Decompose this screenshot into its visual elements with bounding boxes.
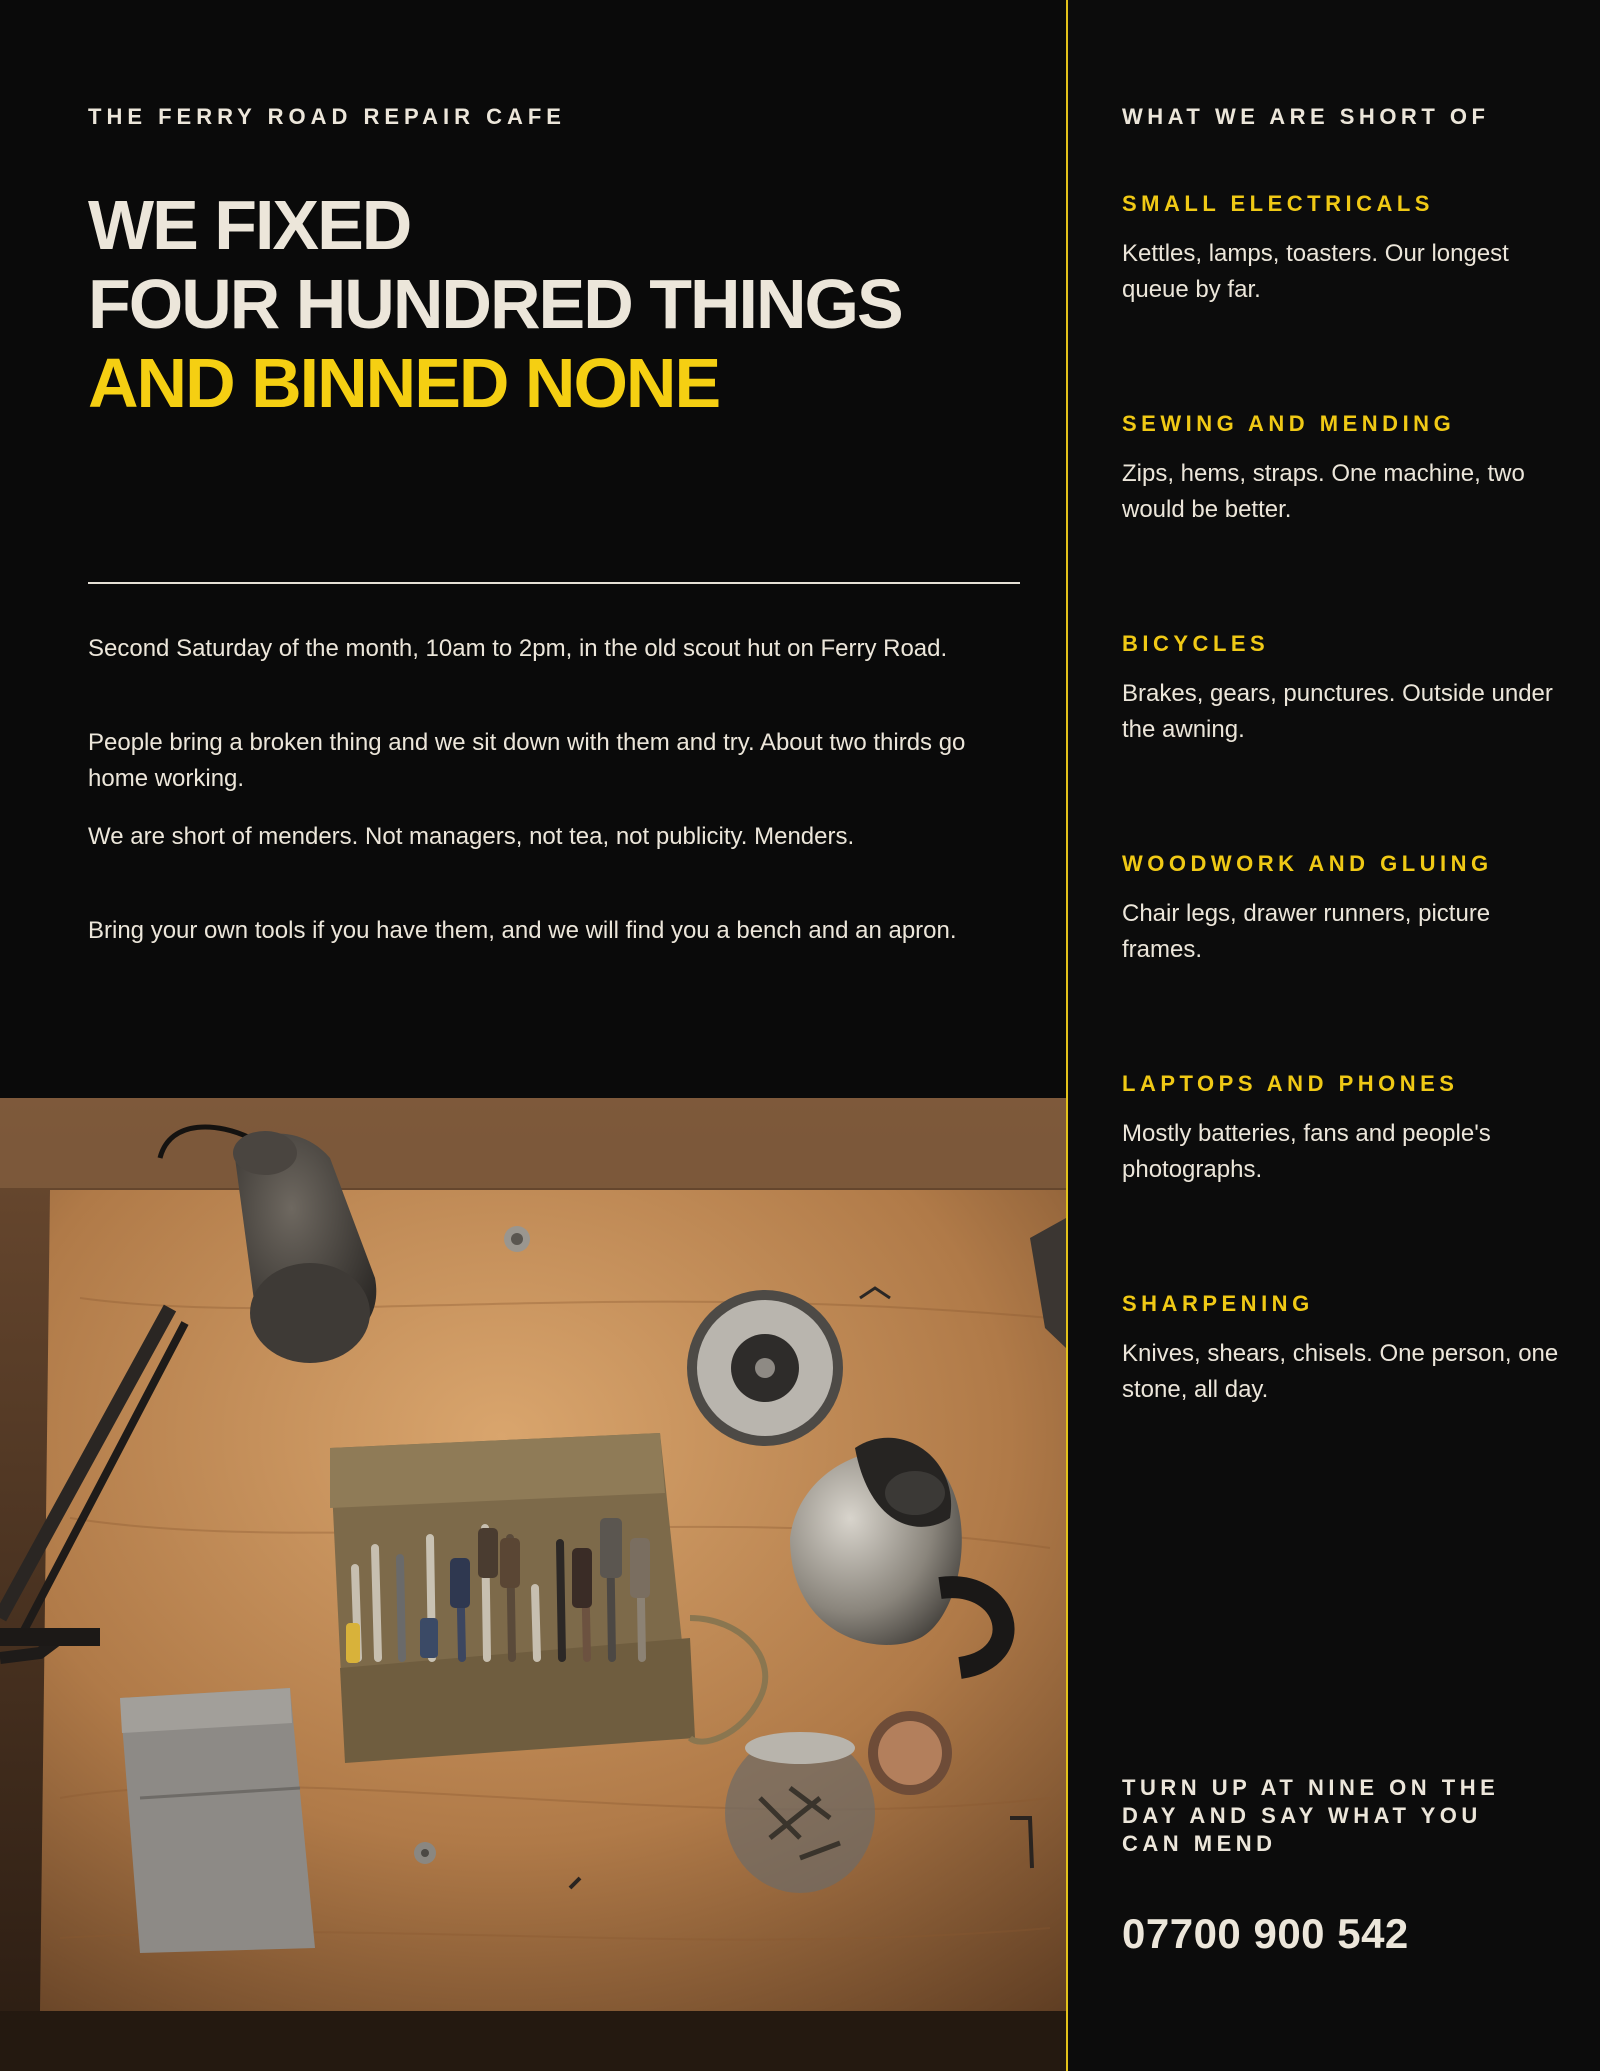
divider-rule [88, 582, 1020, 584]
category-heading: WOODWORK AND GLUING [1122, 851, 1493, 876]
headline-line-2: FOUR HUNDRED THINGS [88, 265, 902, 343]
category-description: Kettles, lamps, toasters. Our longest queue by far. [1122, 240, 1509, 303]
body-paragraph-schedule: Second Saturday of the month, 10am to 2pm, in the old scout hut on Ferry Road. [88, 635, 948, 662]
sidebar [1068, 0, 1600, 2071]
cleaning-cloth [120, 1688, 315, 1953]
category-description: Zips, hems, straps. One machine, two would be better. [1122, 460, 1525, 523]
headline [88, 186, 1048, 423]
category-woodwork-and-gluing [1122, 850, 1562, 968]
small-nut [414, 1842, 436, 1864]
category-heading: SHARPENING [1122, 1291, 1314, 1316]
category-small-electricals [1122, 190, 1562, 308]
body-paragraph-need: We are short of menders. Not managers, not tea, not publicity. Menders. [88, 823, 855, 850]
organization-name: THE FERRY ROAD REPAIR CAFE [88, 104, 566, 129]
sidebar-title: WHAT WE ARE SHORT OF [1122, 104, 1490, 129]
category-description: Knives, shears, chisels. One person, one stone, all day. [1122, 1340, 1559, 1403]
call-to-action: TURN UP AT NINE ON THE DAY AND SAY WHAT YOU CAN MEND [1122, 1775, 1500, 1856]
body-paragraph-tools: Bring your own tools if you have them, and we will find you a bench and an apron. [88, 917, 957, 944]
category-bicycles [1122, 630, 1562, 748]
category-heading: BICYCLES [1122, 631, 1270, 656]
category-heading: SMALL ELECTRICALS [1122, 191, 1434, 216]
screws-jar [725, 1732, 875, 1893]
phone-number: 07700 900 542 [1122, 1910, 1409, 1957]
category-description: Chair legs, drawer runners, picture frames. [1122, 900, 1491, 963]
headline-line-3: AND BINNED NONE [88, 344, 720, 422]
body-paragraph-process: People bring a broken thing and we sit down with them and try. About two thirds go home working. [88, 729, 966, 792]
headline-line-1: WE FIXED [88, 186, 411, 264]
category-heading: SEWING AND MENDING [1122, 411, 1456, 436]
category-description: Mostly batteries, fans and people's photographs. [1122, 1120, 1491, 1183]
screw-fitting [504, 1226, 530, 1252]
workbench-photo [0, 1098, 1066, 2071]
category-sewing-and-mending [1122, 410, 1562, 528]
category-laptops-and-phones [1122, 1070, 1562, 1188]
metal-lid [868, 1711, 952, 1795]
category-heading: LAPTOPS AND PHONES [1122, 1071, 1459, 1096]
category-description: Brakes, gears, punctures. Outside under the awning. [1122, 680, 1553, 743]
category-sharpening [1122, 1290, 1562, 1408]
